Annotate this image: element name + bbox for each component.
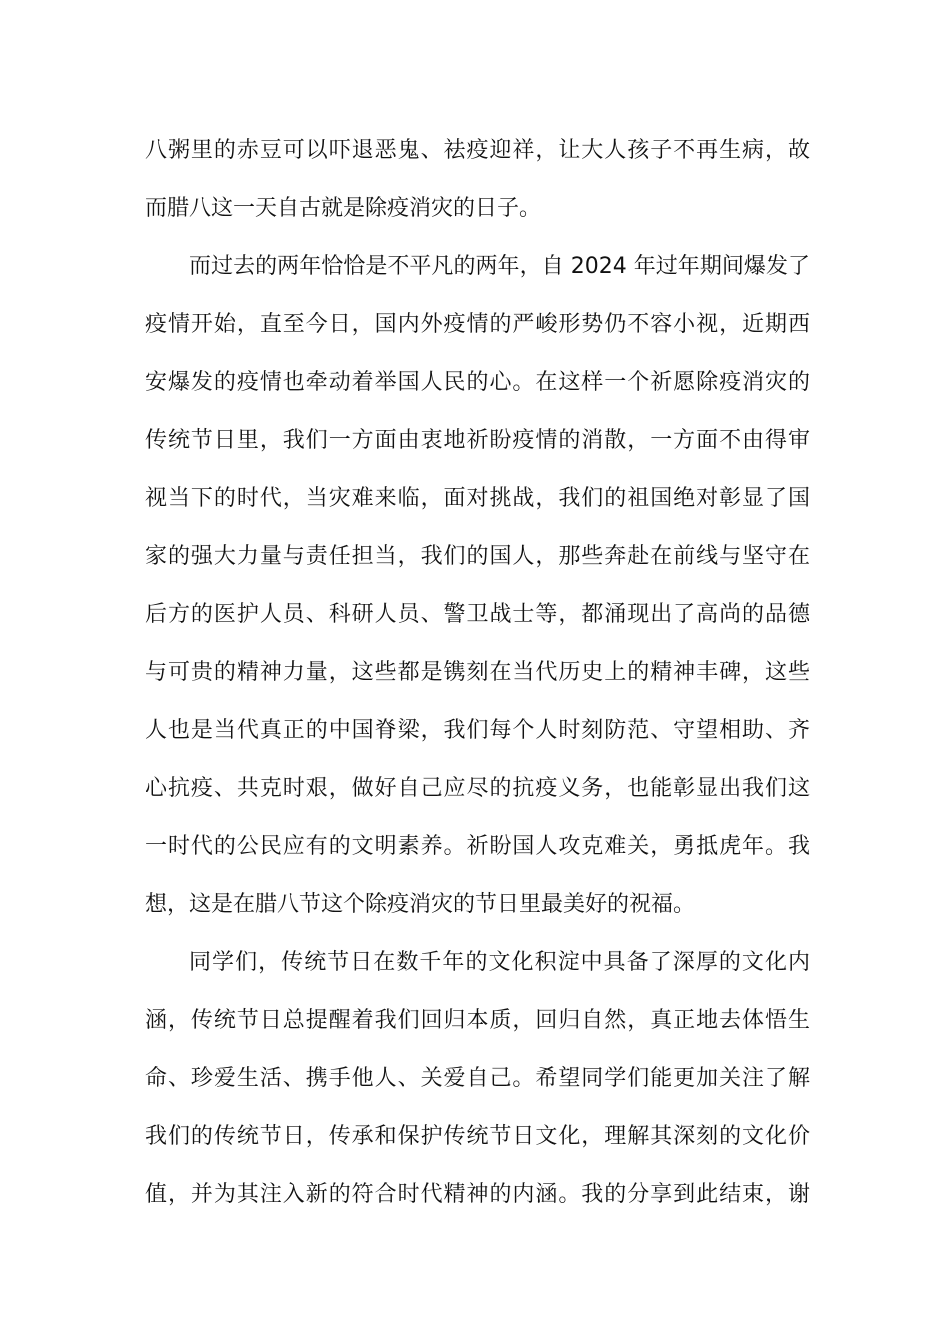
text-line: 值，并为其注入新的符合时代精神的内涵。我的分享到此结束，谢 xyxy=(145,1182,810,1207)
text-line: 心抗疫、共克时艰，做好自己应尽的抗疫义务，也能彰显出我们这 xyxy=(145,776,810,801)
text-line: 想，这是在腊八节这个除疫消灾的节日里最美好的祝福。 xyxy=(145,892,696,917)
text-line: 安爆发的疫情也牵动着举国人民的心。在这样一个祈愿除疫消灾的 xyxy=(145,370,810,395)
text-line: 同学们，传统节日在数千年的文化积淀中具备了深厚的文化内 xyxy=(189,950,810,975)
text-line: 与可贵的精神力量，这些都是镌刻在当代历史上的精神丰碑，这些 xyxy=(145,660,810,685)
text-line: 涵，传统节日总提醒着我们回归本质，回归自然，真正地去体悟生 xyxy=(145,1008,810,1033)
text-line: 命、珍爱生活、携手他人、关爱自己。希望同学们能更加关注了解 xyxy=(145,1066,810,1091)
text-line: 家的强大力量与责任担当，我们的国人，那些奔赴在前线与坚守在 xyxy=(145,544,810,569)
text-line: 人也是当代真正的中国脊梁，我们每个人时刻防范、守望相助、齐 xyxy=(145,718,810,743)
text-line: 我们的传统节日，传承和保护传统节日文化，理解其深刻的文化价 xyxy=(145,1124,810,1149)
document-body xyxy=(145,122,810,1224)
text-line: 而腊八这一天自古就是除疫消灾的日子。 xyxy=(145,196,542,221)
text-line: 视当下的时代，当灾难来临，面对挑战，我们的祖国绝对彰显了国 xyxy=(145,486,810,511)
text-line: 疫情开始，直至今日，国内外疫情的严峻形势仍不容小视，近期西 xyxy=(145,312,810,337)
text-line: 八粥里的赤豆可以吓退恶鬼、祛疫迎祥，让大人孩子不再生病，故 xyxy=(145,138,810,163)
text-line: 传统节日里，我们一方面由衷地祈盼疫情的消散，一方面不由得审 xyxy=(145,428,810,453)
text-line: 一时代的公民应有的文明素养。祈盼国人攻克难关，勇抵虎年。我 xyxy=(145,834,810,859)
text-line: 后方的医护人员、科研人员、警卫战士等，都涌现出了高尚的品德 xyxy=(145,602,810,627)
text-line: 而过去的两年恰恰是不平凡的两年，自 2024 年过年期间爆发了 xyxy=(189,254,810,279)
